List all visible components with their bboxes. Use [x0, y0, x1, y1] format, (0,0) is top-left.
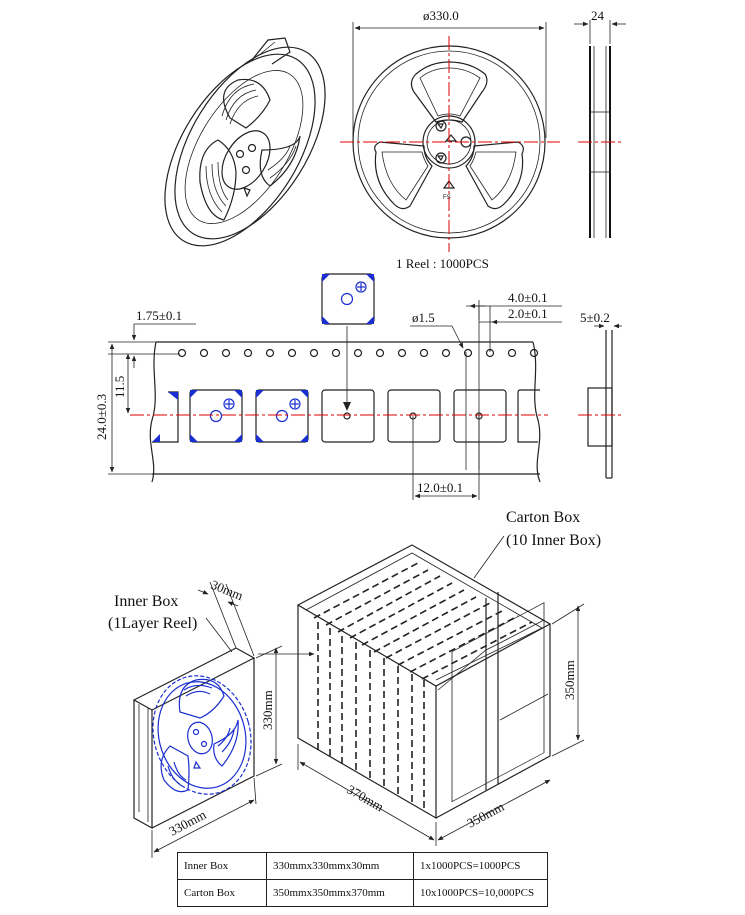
carton-length-dimension: 370mm	[344, 781, 387, 815]
carrier-tape	[94, 290, 562, 500]
carton-width-dimension: 350mm	[464, 798, 507, 831]
table-cell-name: Inner Box	[178, 853, 267, 880]
inner-height-dimension: 330mm	[260, 690, 275, 730]
tape-center-dimension: 11.5	[112, 375, 127, 398]
inner-box	[108, 577, 314, 858]
tape-pockets	[152, 390, 540, 442]
table-cell-qty: 10x1000PCS=10,000PCS	[414, 880, 548, 907]
sprocket-holes	[179, 350, 538, 357]
inner-box-reel	[139, 664, 264, 806]
reel-diameter-dimension: ø330.0	[423, 8, 459, 23]
reel-front-view	[340, 8, 560, 271]
inner-box-label: Inner Box	[114, 593, 179, 610]
inner-box-sublabel: (1Layer Reel)	[108, 615, 198, 632]
inner-width-dimension: 330mm	[166, 806, 209, 839]
reel-isometric-view	[134, 22, 356, 272]
table-cell-size: 350mmx350mmx370mm	[267, 880, 414, 907]
table-cell-size: 330mmx330mmx30mm	[267, 853, 414, 880]
reel-caption: 1 Reel : 1000PCS	[396, 256, 489, 271]
table-row	[178, 880, 548, 907]
pocket-pitch-dimension: 12.0±0.1	[417, 480, 464, 495]
carton-box-sublabel: (10 Inner Box)	[506, 532, 602, 549]
table-row	[178, 853, 548, 880]
tape-thickness-dimension: 5±0.2	[580, 310, 610, 325]
carton-height-dimension: 350mm	[562, 660, 577, 700]
reel-side-view	[574, 8, 626, 238]
carton-inner-boxes	[314, 563, 532, 812]
hole-pitch-dimension: 4.0±0.1	[508, 290, 548, 305]
hole-to-pocket-dimension: 2.0±0.1	[508, 306, 548, 321]
table-cell-name: Carton Box	[178, 880, 267, 907]
reel-width-dimension: 24	[591, 8, 604, 23]
hole-diameter-dimension: ø1.5	[412, 310, 435, 325]
carton-box-label: Carton Box	[506, 509, 581, 526]
tape-side-view	[578, 310, 622, 478]
packing-spec-table	[177, 852, 548, 907]
tape-width-dimension: 24.0±0.3	[94, 393, 109, 440]
table-cell-qty: 1x1000PCS=1000PCS	[414, 853, 548, 880]
edge-hole-dimension: 1.75±0.1	[136, 308, 183, 323]
svg-text:FS: FS	[443, 195, 451, 201]
inner-depth-dimension: 30mm	[208, 576, 246, 604]
carton-box	[298, 509, 601, 846]
